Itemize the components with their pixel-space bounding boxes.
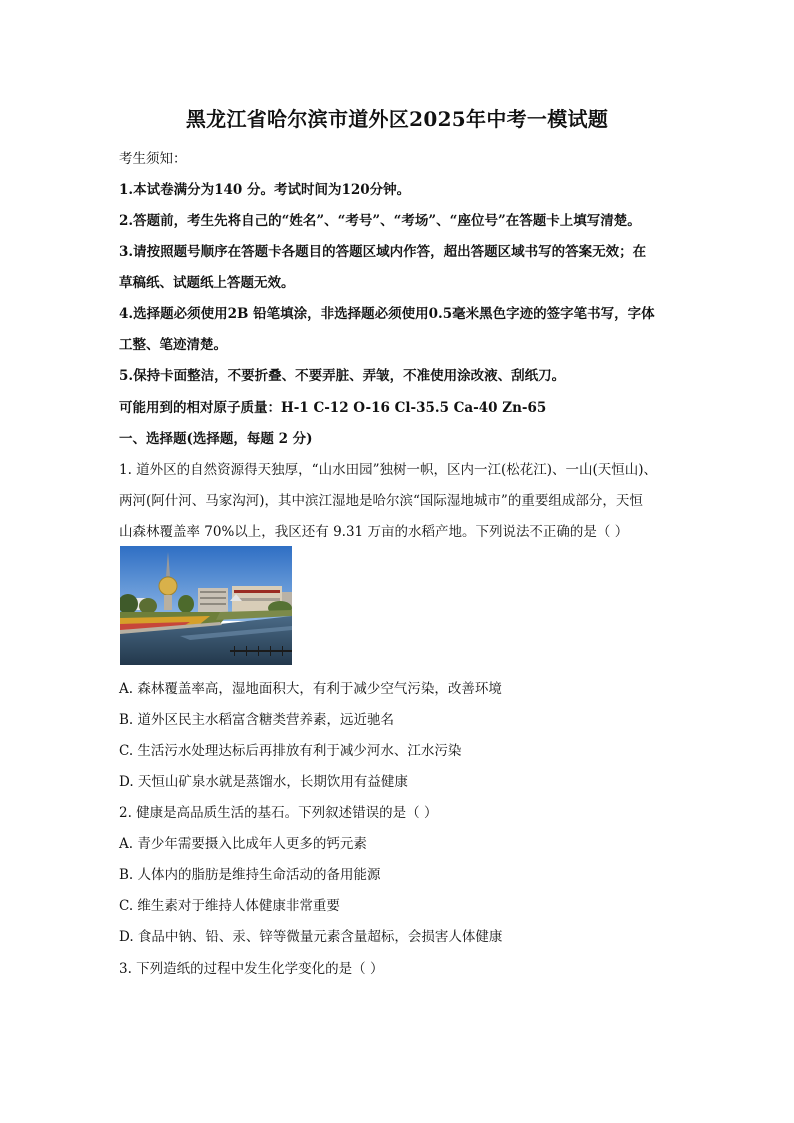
notice-heading: 考生须知： [119,151,187,167]
q1-stem-line-1: 1. 道外区的自然资源得天独厚，“山水田园”独树一帜，区内一江(松花江)、一山(天恒山)、 [119,462,658,478]
q2-option-b: B. 人体内的脂肪是维持生命活动的备用能源 [119,867,381,883]
notice-item-4: 4.选择题必须使用2B 铅笔填涂，非选择题必须使用0.5毫米黑色字迹的签字笔书写，字体 [119,306,655,322]
q1-option-b: B. 道外区民主水稻富含糖类营养素，远近驰名 [119,712,395,728]
q1-stem-line-2: 两河(阿什河、马家沟河)，其中滨江湿地是哈尔滨“国际湿地城市”的重要组成部分，天恒 [119,493,643,509]
atomic-masses: 可能用到的相对原子质量：H-1 C-12 O-16 Cl-35.5 Ca-40 Zn-65 [119,400,547,416]
notice-item-2: 2.答题前，考生先将自己的“姓名”、“考号”、“考场”、“座位号”在答题卡上填写清楚。 [119,213,641,229]
q2-stem: 2. 健康是高品质生活的基石。下列叙述错误的是（ ） [119,805,438,821]
q1-option-d: D. 天恒山矿泉水就是蒸馏水，长期饮用有益健康 [119,774,408,790]
q1-option-c: C. 生活污水处理达标后再排放有利于减少河水、江水污染 [119,743,462,759]
q2-option-d: D. 食品中钠、铅、汞、锌等微量元素含量超标，会损害人体健康 [119,929,503,945]
notice-item-3: 3.请按照题号顺序在答题卡各题目的答题区域内作答，超出答题区域书写的答案无效；在 [119,244,647,260]
notice-item-5: 5.保持卡面整洁，不要折叠、不要弄脏、弄皱，不准使用涂改液、刮纸刀。 [119,368,566,384]
q1-option-a: A. 森林覆盖率高，湿地面积大，有利于减少空气污染，改善环境 [119,681,502,697]
q3-stem: 3. 下列造纸的过程中发生化学变化的是（ ） [119,961,384,977]
exam-title: 黑龙江省哈尔滨市道外区2025年中考一模试题 [185,107,609,131]
wetland-photo [120,546,292,665]
q1-stem-line-3: 山森林覆盖率 70%以上，我区还有 9.31 万亩的水稻产地。下列说法不正确的是（ ） [119,524,629,540]
notice-item-3-cont: 草稿纸、试题纸上答题无效。 [119,275,295,291]
notice-item-1: 1.本试卷满分为140 分。考试时间为120分钟。 [119,182,411,198]
section-1-heading: 一、选择题(选择题，每题 2 分) [119,431,313,447]
notice-item-4-cont: 工整、笔迹清楚。 [119,337,227,353]
q2-option-a: A. 青少年需要摄入比成年人更多的钙元素 [119,836,367,852]
q2-option-c: C. 维生素对于维持人体健康非常重要 [119,898,340,914]
